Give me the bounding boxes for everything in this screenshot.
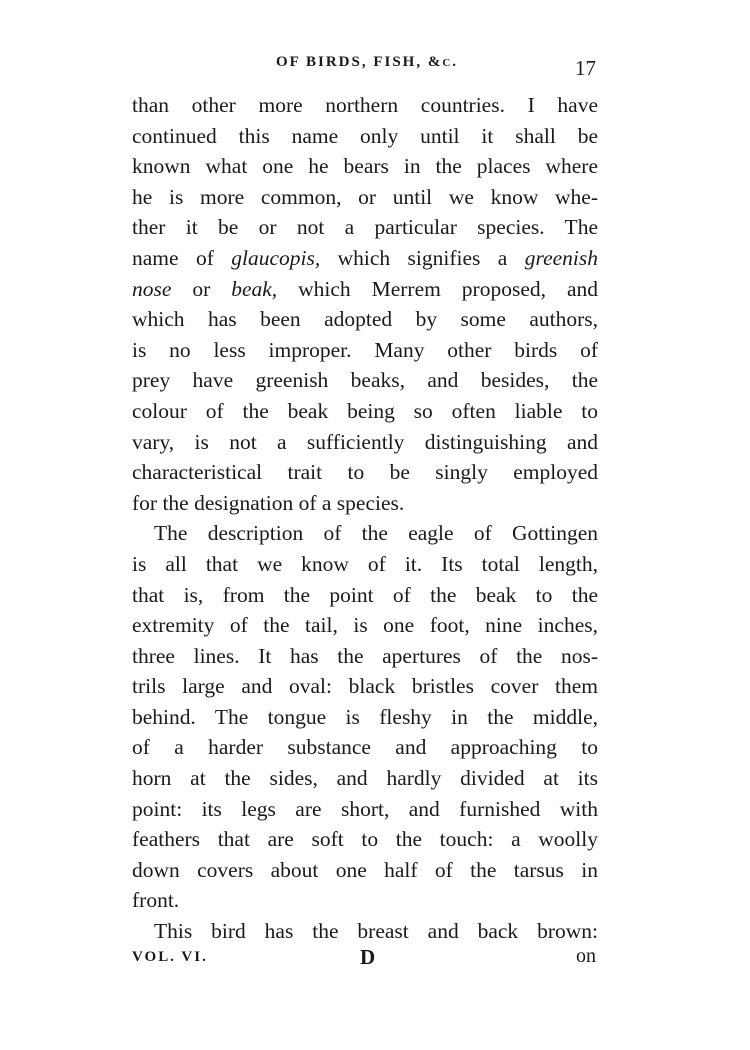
text-run: than other more northern countries. I have [132,93,598,117]
volume-signature: VOL. VI. [132,949,208,965]
text-run: trils large and oval: black bristles cover them [132,674,598,699]
text-run: feathers that are soft to the touch: a woolly [132,827,598,852]
text-line [132,885,598,916]
text-run: This bird has the breast and back brown: [154,919,598,944]
text-line [132,824,598,855]
text-line [132,427,598,458]
text-run: prey have greenish beaks, and besides, the [132,368,598,393]
text-run: behind. The tongue is fleshy in the middle, [132,704,598,729]
text-run: vary, is not a sufficiently distinguishing and [132,429,598,454]
text-line [132,610,598,641]
text-run: ther it be or not a particular species. The [132,215,598,240]
italic-term: nose [132,276,172,301]
text-run: for the designation of a species. [132,490,405,515]
text-run: continued this name only until it shall be [132,123,598,148]
text-line [132,274,598,305]
text-line [132,121,598,152]
italic-term: beak, [231,276,278,301]
text-line [132,549,598,580]
text-run: or [171,276,232,301]
text-run: colour of the beak being so often liable to [132,398,598,423]
text-run: that is, from the point of the beak to the [132,582,598,607]
text-run: he is more common, or until we know whe- [132,184,598,209]
text-line [132,151,598,182]
catchword: on [576,945,596,967]
text-run: point: its legs are short, and furnished with [132,796,598,821]
text-line [132,671,598,702]
text-line [132,182,598,213]
text-run: which signifies a [320,245,525,270]
text-line [132,90,598,121]
italic-term: greenish [524,245,598,270]
text-run: horn at the sides, and hardly divided at its [132,766,598,791]
text-line [132,457,598,488]
paragraph [132,90,598,518]
italic-term: glaucopis, [231,245,321,270]
running-title: OF BIRDS, FISH, &c. [275,54,459,70]
body-text [132,90,598,947]
text-line [132,732,598,763]
text-run: three lines. It has the apertures of the nos- [132,643,598,668]
text-line [132,518,598,549]
page-footer [132,945,598,975]
text-run: extremity of the tail, is one foot, nine inches, [132,613,598,638]
text-run: The description of the eagle of Gottingen [154,521,598,546]
running-head [132,50,602,84]
text-line [132,365,598,396]
text-run: characteristical trait to be singly employed [132,460,598,485]
paragraph [132,916,598,947]
text-line [132,855,598,886]
text-run: which Merrem proposed, and [277,276,598,301]
text-line [132,243,598,274]
text-line [132,304,598,335]
text-run: known what one he bears in the places where [132,154,598,179]
text-line [132,763,598,794]
text-line [132,794,598,825]
text-run: down covers about one half of the tarsus in [132,857,598,882]
text-line [132,702,598,733]
page-number: 17 [575,56,596,80]
text-run: which has been adopted by some authors, [132,307,598,332]
text-run: front. [132,888,180,913]
text-line [132,580,598,611]
text-run: is no less improper. Many other birds of [132,337,598,362]
text-line [132,212,598,243]
text-line [132,641,598,672]
text-line [132,335,598,366]
text-line [132,916,598,947]
text-run: name of [132,245,232,270]
text-line [132,488,598,519]
paragraph [132,518,598,916]
text-run: is all that we know of it. Its total length, [132,551,598,576]
gathering-signature: D [360,945,376,969]
text-run: of a harder substance and approaching to [132,735,598,760]
text-line [132,396,598,427]
